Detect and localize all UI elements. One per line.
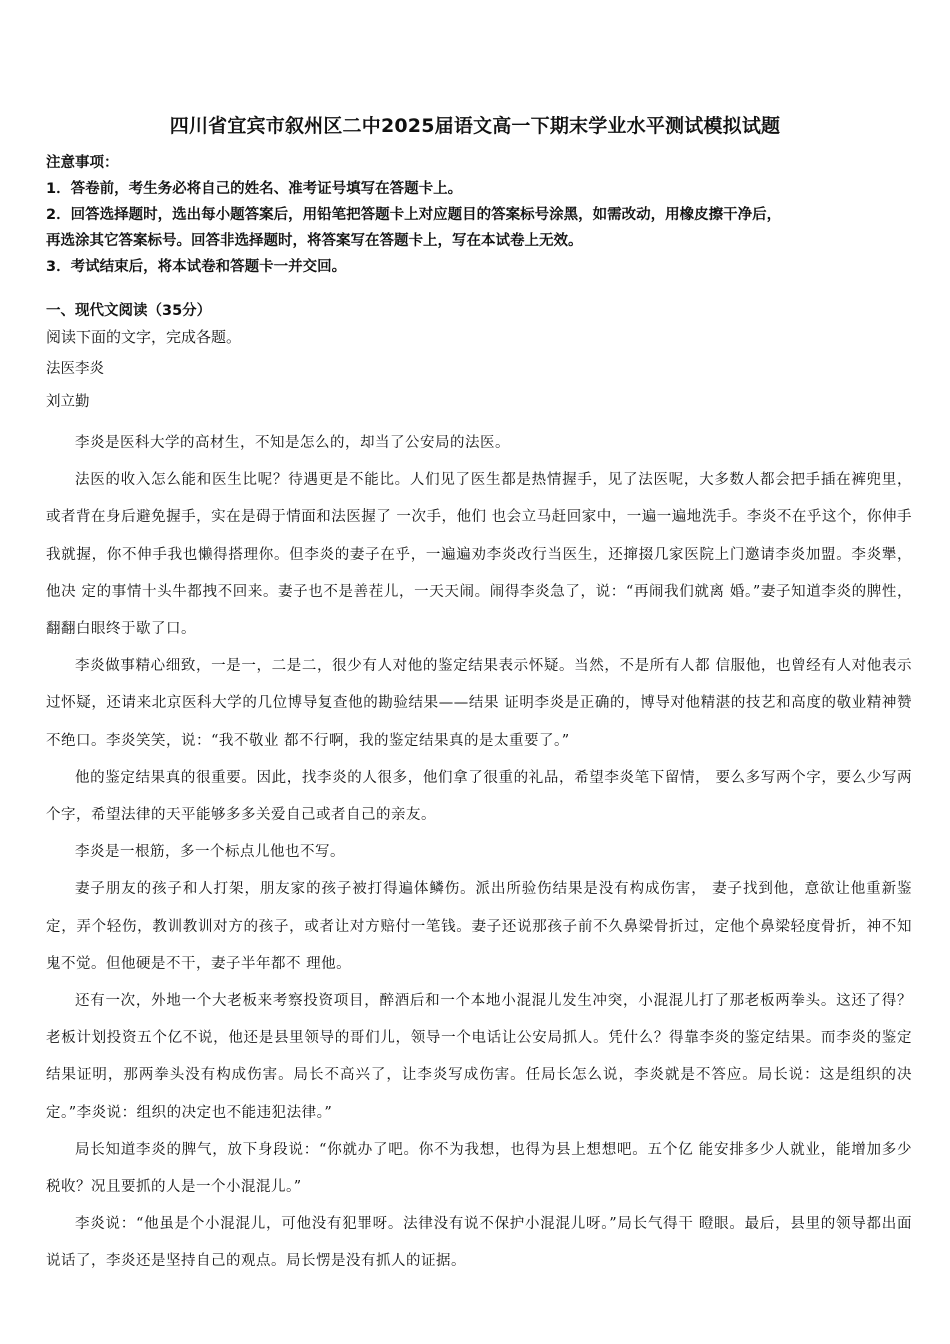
section-header [46,298,906,350]
notice-heading: 注意事项： [46,155,119,171]
article-title: 法医李炎 [46,361,104,377]
article-paragraph: 法医的收入怎么能和医生比呢？待遇更是不能比。人们见了医生都是热情握手，见了法医呢，大多数人都会把手插在裤兜里，或者背在身后避免握手，实在是碍于情面和法医握了 一次手，他们 也会立马赶回家中，一遍一遍地洗手。李炎不在乎这个，你伸手我就握，你不伸手我也懒得搭理你。但李炎的妻子在乎，一遍遍劝李炎改行当医生，还撺掇几家医院上门邀请李炎加盟。李炎犟，他决 定的事情十头牛都拽不回来。妻子也不是善茬儿，一天天闹。闹得李炎急了，说：“再闹我们就离 婚。”妻子知道李炎的脾性，翻翻白眼终于歇了口。 [46,472,912,638]
notice-item: 2．回答选择题时，选出每小题答案后，用铅笔把答题卡上对应题目的答案标号涂黑，如需改动，用橡皮擦干净后， [46,207,782,223]
article-paragraph: 李炎说：“他虽是个小混混儿，可他没有犯罪呀。法律没有说不保护小混混儿呀。”局长气得干 瞪眼。最后，县里的领导都出面说话了，李炎还是坚持自己的观点。局长愣是没有抓人的证据。 [46,1216,912,1270]
article-paragraph: 李炎是一根筋，多一个标点儿他也不写。 [75,844,345,861]
notice-item: 3．考试结束后，将本试卷和答题卡一并交回。 [46,259,347,275]
article-body [46,425,912,1281]
section-instruction: 阅读下面的文字，完成各题。 [46,328,242,346]
article-paragraph: 李炎做事精心细致，一是一，二是二，很少有人对他的鉴定结果表示怀疑。当然，不是所有人都 信服他，也曾经有人对他表示过怀疑，还请来北京医科大学的几位博导复查他的勘验结果——结果 证明李炎是正确的，博导对他精湛的技艺和高度的敬业精神赞不绝口。李炎笑笑，说：“我不敬业 都不行啊，我的鉴定结果真的是太重要了。” [46,658,912,749]
notice-item: 再选涂其它答案标号。回答非选择题时，将答案写在答题卡上，写在本试卷上无效。 [46,233,583,249]
article-paragraph: 他的鉴定结果真的很重要。因此，找李炎的人很多，他们拿了很重的礼品，希望李炎笔下留情， 要么多写两个字，要么少写两个字，希望法律的天平能够多多关爱自己或者自己的亲友。 [46,769,912,824]
article-paragraph: 妻子朋友的孩子和人打架，朋友家的孩子被打得遍体鳞伤。派出所验伤结果是没有构成伤害， 妻子找到他，意欲让他重新鉴定，弄个轻伤，教训教训对方的孩子，或者让对方赔付一笔钱。妻子还说那孩子前不久鼻梁骨折过，定他个鼻梁轻度骨折，神不知鬼不觉。但他硬是不干，妻子半年都不 理他。 [46,881,912,972]
article-paragraph: 还有一次，外地一个大老板来考察投资项目，醉酒后和一个本地小混混儿发生冲突，小混混儿打了那老板两拳头。这还了得？老板计划投资五个亿不说，他还是县里领导的哥们儿，领导一个电话让公安局抓人。凭什么？得靠李炎的鉴定结果。而李炎的鉴定结果证明，那两拳头没有构成伤害。局长不高兴了，让李炎写成伤害。任局长怎么说，李炎就是不答应。局长说：这是组织的决定。”李炎说：组织的决定也不能违犯法律。” [46,993,912,1121]
article-paragraph: 李炎是医科大学的高材生，不知是怎么的，却当了公安局的法医。 [75,435,510,451]
section-heading: 一、现代文阅读（35分） [46,303,212,319]
article-author: 刘立勤 [46,394,90,410]
notice-block [46,150,906,280]
article-paragraph: 局长知道李炎的脾气，放下身段说：“你就办了吧。你不为我想，也得为县上想想吧。五个亿 能安排多少人就业，能增加多少税收？况且要抓的人是一个小混混儿。” [46,1141,912,1196]
notice-item: 1．答卷前，考生务必将自己的姓名、准考证号填写在答题卡上。 [46,181,463,197]
exam-title: 四川省宜宾市叙州区二中2025届语文高一下期末学业水平测试模拟试题 [169,115,781,137]
